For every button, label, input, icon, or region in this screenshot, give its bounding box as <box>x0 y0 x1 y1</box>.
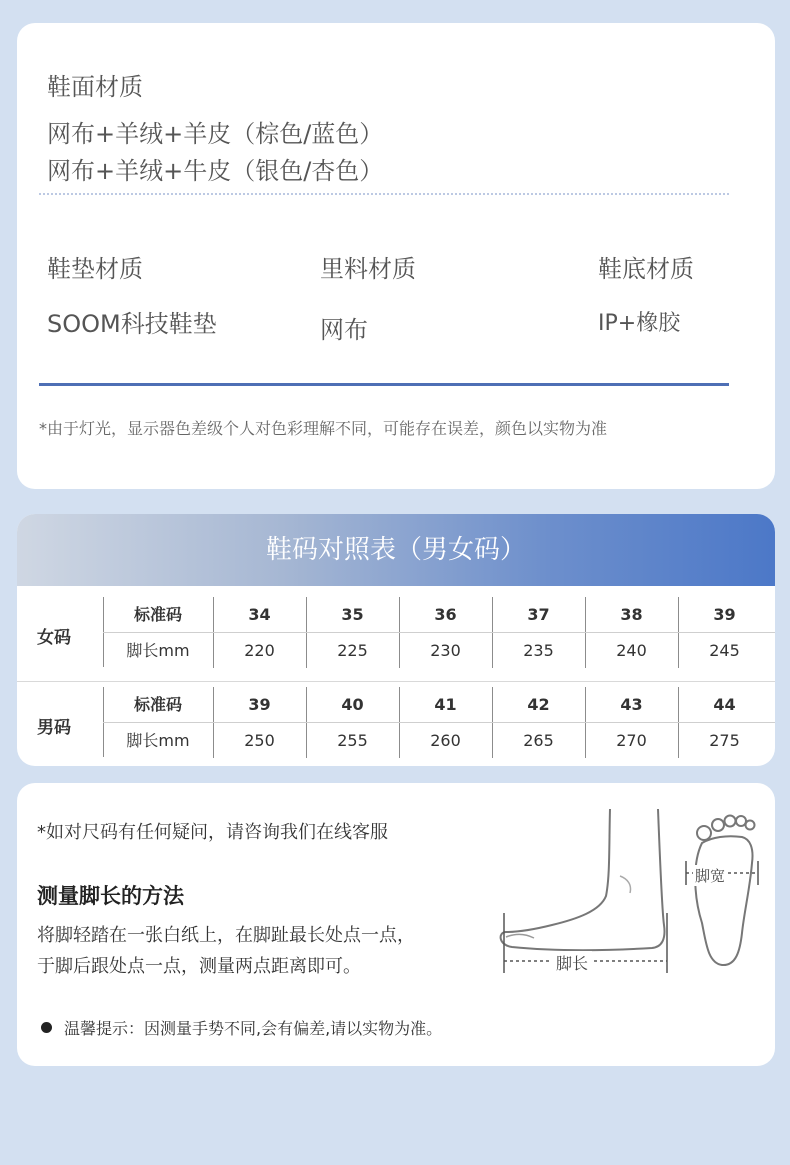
table-row <box>103 722 775 758</box>
foot-length-label: 脚长 <box>552 951 592 974</box>
row-header: 标准码 <box>133 605 182 624</box>
row-header: 标准码 <box>133 695 182 714</box>
insole-material <box>47 249 217 339</box>
material-value: IP+橡胶 <box>598 311 681 336</box>
table-cell: 220 <box>213 633 306 668</box>
table-row <box>103 632 775 668</box>
table-cell: 240 <box>585 633 678 668</box>
measure-step: 将脚轻踏在一张白纸上，在脚趾最长处点一点， <box>37 925 415 946</box>
table-cell: 235 <box>492 633 585 668</box>
material-label: 鞋底材质 <box>598 255 694 283</box>
customer-service-note: *如对尺码有任何疑问，请咨询我们在线客服 <box>37 822 388 843</box>
size-chart-title: 鞋码对照表（男女码） <box>17 514 775 586</box>
measure-method-title: 测量脚长的方法 <box>37 884 184 908</box>
bullet-icon <box>41 1022 52 1033</box>
table-cell: 36 <box>399 597 492 632</box>
tip-text: 温馨提示：因测量手势不同,会有偏差,请以实物为准。 <box>64 1019 443 1038</box>
table-cell: 35 <box>306 597 399 632</box>
material-label: 鞋垫材质 <box>47 255 143 283</box>
row-header: 脚长mm <box>126 641 190 660</box>
table-cell: 255 <box>306 723 399 758</box>
table-cell: 275 <box>678 723 771 758</box>
upper-material-line: 网布+羊绒+羊皮（棕色/蓝色） <box>47 120 384 148</box>
table-cell: 43 <box>585 687 678 722</box>
material-label: 里料材质 <box>320 255 416 283</box>
lining-material <box>320 249 416 345</box>
table-cell: 225 <box>306 633 399 668</box>
size-chart-card <box>17 514 775 766</box>
gender-label: 女码 <box>37 628 71 648</box>
size-group <box>17 597 775 675</box>
color-disclaimer: *由于灯光，显示器色差级个人对色彩理解不同，可能存在误差，颜色以实物为准 <box>39 419 608 438</box>
table-cell: 34 <box>213 597 306 632</box>
table-cell: 39 <box>678 597 771 632</box>
material-value: 网布 <box>320 316 368 344</box>
table-cell: 42 <box>492 687 585 722</box>
size-table <box>17 597 775 766</box>
table-cell: 38 <box>585 597 678 632</box>
size-group <box>17 687 775 765</box>
group-separator <box>17 681 775 682</box>
blue-divider <box>39 383 729 386</box>
table-cell: 40 <box>306 687 399 722</box>
row-header: 脚长mm <box>126 731 190 750</box>
table-cell: 265 <box>492 723 585 758</box>
table-row <box>103 687 775 722</box>
gender-label: 男码 <box>37 718 71 738</box>
table-cell: 270 <box>585 723 678 758</box>
measure-step: 于脚后跟处点一点，测量两点距离即可。 <box>37 956 361 977</box>
material-card <box>17 23 775 489</box>
measure-card <box>17 783 775 1066</box>
table-cell: 41 <box>399 687 492 722</box>
table-cell: 250 <box>213 723 306 758</box>
table-row <box>103 597 775 632</box>
upper-material-heading: 鞋面材质 <box>47 73 143 101</box>
table-cell: 230 <box>399 633 492 668</box>
table-cell: 44 <box>678 687 771 722</box>
table-cell: 37 <box>492 597 585 632</box>
material-value: SOOM科技鞋垫 <box>47 310 217 338</box>
foot-sole-illustration <box>672 803 762 973</box>
table-cell: 39 <box>213 687 306 722</box>
sole-material <box>598 249 694 337</box>
foot-width-label: 脚宽 <box>695 867 726 885</box>
table-cell: 245 <box>678 633 771 668</box>
measure-tip <box>41 1016 442 1039</box>
upper-material-line: 网布+羊绒+牛皮（银色/杏色） <box>47 157 384 185</box>
table-cell: 260 <box>399 723 492 758</box>
dotted-divider <box>39 193 729 195</box>
